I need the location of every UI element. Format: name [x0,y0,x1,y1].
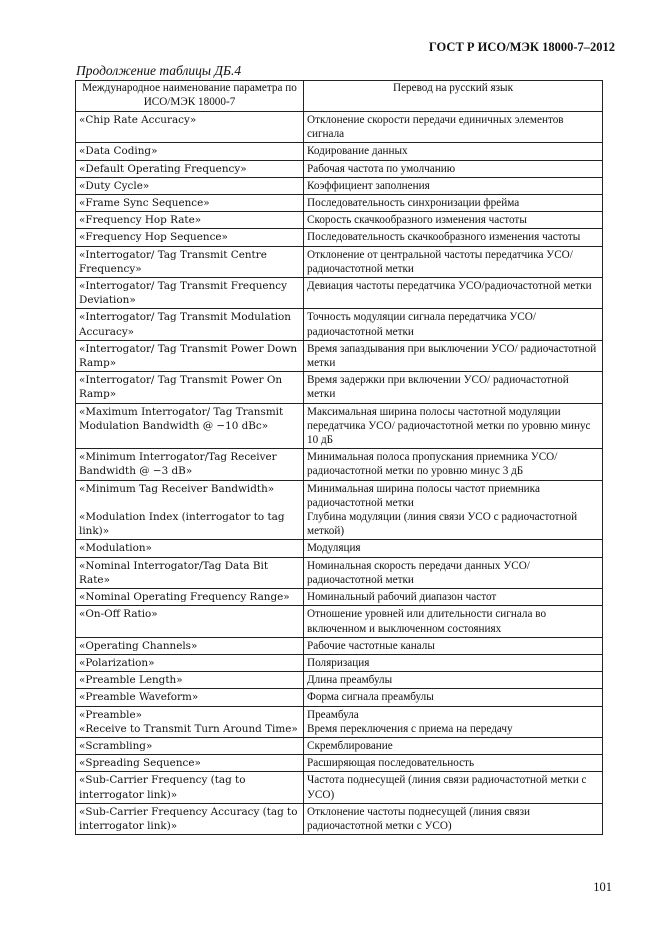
terms-table [75,80,603,835]
table-row [76,403,603,449]
table-row [76,689,603,706]
russian-translation-cell: Расширяющая последовательность [304,755,603,772]
russian-translation-cell: Кодирование данных [304,143,603,160]
international-term-cell: «Polarization» [76,654,304,671]
column-header-international-name: Международное наименование параметра по ИСО/МЭК 18000-7 [76,81,304,112]
table-row [76,278,603,309]
russian-translation-cell: Последовательность синхронизации фрейма [304,195,603,212]
table-row [76,449,603,480]
international-term-cell: «Interrogator/ Tag Transmit Modulation Accuracy» [76,309,304,340]
page-number: 101 [593,880,612,894]
table-row [76,246,603,277]
international-term-cell: «Preamble Waveform» [76,689,304,706]
table-row [76,803,603,834]
table-body [76,112,603,835]
table-row [76,589,603,606]
table-row [76,540,603,557]
russian-translation-cell: Рабочие частотные каналы [304,637,603,654]
russian-translation-cell: Номинальная скорость передачи данных УСО/радиочастотной метки [304,557,603,588]
table-caption: Продолжение таблицы ДБ.4 [76,63,242,78]
russian-translation-cell: Отношение уровней или длительности сигнала во включенном и выключенном состояниях [304,606,603,637]
table-row [76,737,603,754]
international-term-cell: «Chip Rate Accuracy» [76,112,304,143]
table-row [76,229,603,246]
russian-translation-cell: Последовательность скачкообразного изменения частоты [304,229,603,246]
russian-translation-cell: Рабочая частота по умолчанию [304,160,603,177]
russian-translation-cell: Номинальный рабочий диапазон частот [304,589,603,606]
international-term-cell: «Minimum Interrogator/Tag Receiver Bandwidth @ −3 dB» [76,449,304,480]
table-row [76,637,603,654]
table-row [76,654,603,671]
table-row [76,160,603,177]
russian-translation-cell: Минимальная ширина полосы частот приемника радиочастотной метки Глубина модуляции (линия связи УСО с радиочастотной меткой) [304,480,603,540]
russian-translation-cell: Отклонение скорости передачи единичных элементов сигнала [304,112,603,143]
table-row [76,177,603,194]
column-header-russian-translation: Перевод на русский язык [304,81,603,112]
document-header: ГОСТ Р ИСО/МЭК 18000-7–2012 [428,40,615,54]
russian-translation-cell: Точность модуляции сигнала передатчика УСО/радиочастотной метки [304,309,603,340]
table-row [76,372,603,403]
table-row [76,309,603,340]
international-term-cell: «Frame Sync Sequence» [76,195,304,212]
table-row [76,606,603,637]
table-row [76,557,603,588]
international-term-cell: «Interrogator/ Tag Transmit Power Down Ramp» [76,340,304,371]
table-row [76,340,603,371]
international-term-cell: «On-Off Ratio» [76,606,304,637]
international-term-cell: «Operating Channels» [76,637,304,654]
international-term-cell: «Interrogator/ Tag Transmit Frequency Deviation» [76,278,304,309]
table-row [76,755,603,772]
table-row [76,143,603,160]
table-row [76,112,603,143]
international-term-cell: «Minimum Tag Receiver Bandwidth» «Modulation Index (interrogator to tag link)» [76,480,304,540]
international-term-cell: «Spreading Sequence» [76,755,304,772]
table-row [76,706,603,737]
russian-translation-cell: Минимальная полоса пропускания приемника УСО/радиочастотной метки по уровню минус 3 дБ [304,449,603,480]
russian-translation-cell: Коэффициент заполнения [304,177,603,194]
international-term-cell: «Maximum Interrogator/ Tag Transmit Modulation Bandwidth @ −10 dBc» [76,403,304,449]
international-term-cell: «Data Coding» [76,143,304,160]
international-term-cell: «Frequency Hop Sequence» [76,229,304,246]
table-row [76,672,603,689]
table-header-row [76,81,603,112]
international-term-cell: «Sub-Carrier Frequency Accuracy (tag to interrogator link)» [76,803,304,834]
russian-translation-cell: Скремблирование [304,737,603,754]
table-row [76,212,603,229]
russian-translation-cell: Скорость скачкообразного изменения частоты [304,212,603,229]
table-row [76,480,603,540]
russian-translation-cell: Модуляция [304,540,603,557]
international-term-cell: «Interrogator/ Tag Transmit Centre Frequency» [76,246,304,277]
international-term-cell: «Interrogator/ Tag Transmit Power On Ramp» [76,372,304,403]
international-term-cell: «Frequency Hop Rate» [76,212,304,229]
international-term-cell: «Modulation» [76,540,304,557]
russian-translation-cell: Поляризация [304,654,603,671]
international-term-cell: «Sub-Carrier Frequency (tag to interrogator link)» [76,772,304,803]
russian-translation-cell: Преамбула Время переключения с приема на передачу [304,706,603,737]
russian-translation-cell: Длина преамбулы [304,672,603,689]
international-term-cell: «Preamble» «Receive to Transmit Turn Around Time» [76,706,304,737]
international-term-cell: «Scrambling» [76,737,304,754]
russian-translation-cell: Форма сигнала преамбулы [304,689,603,706]
russian-translation-cell: Время запаздывания при выключении УСО/ радиочастотной метки [304,340,603,371]
international-term-cell: «Default Operating Frequency» [76,160,304,177]
russian-translation-cell: Девиация частоты передатчика УСО/радиочастотной метки [304,278,603,309]
russian-translation-cell: Время задержки при включении УСО/ радиочастотной метки [304,372,603,403]
russian-translation-cell: Отклонение от центральной частоты передатчика УСО/ радиочастотной метки [304,246,603,277]
international-term-cell: «Nominal Operating Frequency Range» [76,589,304,606]
russian-translation-cell: Отклонение частоты поднесущей (линия связи радиочастотной метки с УСО) [304,803,603,834]
international-term-cell: «Duty Cycle» [76,177,304,194]
international-term-cell: «Preamble Length» [76,672,304,689]
international-term-cell: «Nominal Interrogator/Tag Data Bit Rate» [76,557,304,588]
russian-translation-cell: Частота поднесущей (линия связи радиочастотной метки с УСО) [304,772,603,803]
table-row [76,772,603,803]
table-row [76,195,603,212]
russian-translation-cell: Максимальная ширина полосы частотной модуляции передатчика УСО/ радиочастотной метки по уровню минус 10 дБ [304,403,603,449]
